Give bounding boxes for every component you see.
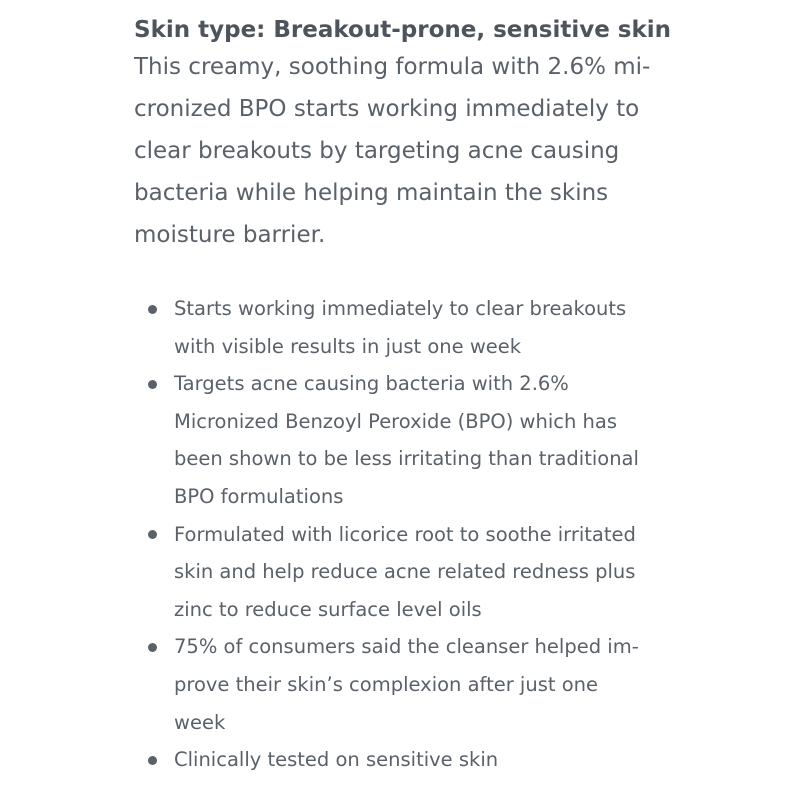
intro-line: cronized BPO starts working immediately to [134, 96, 640, 122]
list-item-line: Micronized Benzoyl Peroxide (BPO) which has [174, 409, 618, 433]
bullet-dot-icon [148, 530, 157, 539]
list-item-line: week [174, 710, 226, 734]
product-description [134, 14, 694, 772]
bullet-dot-icon [148, 380, 157, 389]
list-item-line: been shown to be less irritating than traditional [174, 447, 639, 471]
intro-line: This creamy, soothing formula with 2.6% mi- [134, 54, 651, 80]
list-item-line: zinc to reduce surface level oils [174, 597, 482, 621]
list-item-line: 75% of consumers said the cleanser helped im- [174, 635, 639, 659]
list-item [134, 741, 694, 779]
list-item-line: prove their skin’s complexion after just one [174, 672, 598, 696]
list-item [134, 516, 694, 629]
list-item-line: with visible results in just one week [174, 334, 522, 358]
skin-type-heading: Skin type: Breakout-prone, sensitive skin [134, 17, 672, 43]
bullet-dot-icon [148, 756, 157, 765]
list-item-line: Clinically tested on sensitive skin [174, 748, 499, 772]
intro-line: clear breakouts by targeting acne causing [134, 138, 620, 164]
intro-paragraph [134, 46, 694, 256]
list-item-line: Targets acne causing bacteria with 2.6% [174, 372, 569, 396]
list-item-line: Starts working immediately to clear breakouts [174, 297, 627, 320]
list-item [134, 628, 694, 741]
list-item-line: BPO formulations [174, 484, 344, 508]
bullet-dot-icon [148, 305, 157, 314]
intro-line: bacteria while helping maintain the skins [134, 180, 609, 206]
intro-line: moisture barrier. [134, 222, 326, 248]
benefits-list [134, 290, 694, 779]
list-item [134, 290, 694, 365]
list-item [134, 365, 694, 515]
bullet-dot-icon [148, 643, 157, 652]
list-item-line: skin and help reduce acne related redness plus [174, 560, 636, 584]
list-item-line: Formulated with licorice root to soothe irritated [174, 522, 636, 546]
